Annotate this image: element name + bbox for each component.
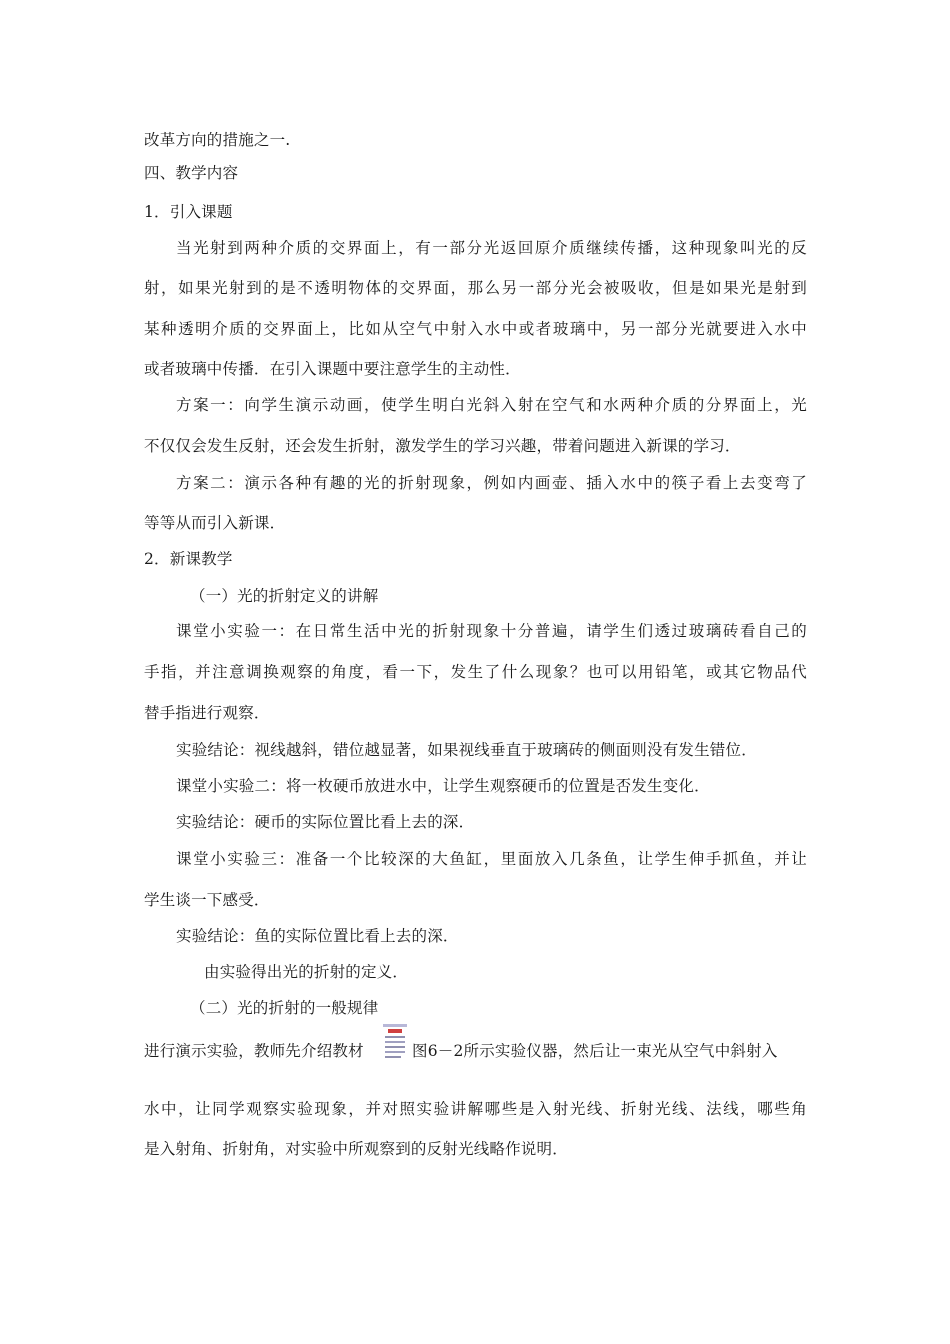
text-line: 课堂小实验二：将一枚硬币放进水中，让学生观察硬币的位置是否发生变化． (176, 777, 710, 795)
text-line: 射，如果光射到的是不透明物体的交界面，那么另一部分光会被吸收，但是如果光是射到 (144, 279, 807, 297)
text-line: 或者玻璃中传播．在引入课题中要注意学生的主动性． (144, 360, 521, 378)
text-line: 实验结论：鱼的实际位置比看上去的深． (176, 927, 459, 945)
subsection-heading: （一）光的折射定义的讲解 (190, 587, 379, 605)
text-line: 改革方向的措施之一. (144, 131, 291, 149)
subsection-heading: （二）光的折射的一般规律 (190, 999, 379, 1017)
text-line: 进行演示实验，教师先介绍教材 (144, 1042, 364, 1060)
text-line: 等等从而引入新课． (144, 514, 286, 532)
text-line: 水中，让同学观察实验现象，并对照实验讲解哪些是入射光线、折射光线、法线，哪些角 (144, 1100, 807, 1118)
text-line: 替手指进行观察． (144, 704, 270, 722)
subsection-heading: 2．新课教学 (144, 550, 233, 568)
text-line: 课堂小实验一：在日常生活中光的折射现象十分普遍，请学生们透过玻璃砖看自己的 (176, 622, 807, 640)
text-line: 图6－2所示实验仪器，然后让一束光从空气中斜射入 (412, 1042, 778, 1060)
text-line: 方案一：向学生演示动画，使学生明白光斜入射在空气和水两种介质的分界面上，光 (176, 396, 807, 414)
text-line: 某种透明介质的交界面上，比如从空气中射入水中或者玻璃中，另一部分光就要进入水中 (144, 320, 807, 338)
section-heading: 四、教学内容 (144, 164, 239, 182)
text-line: 学生谈一下感受． (144, 891, 270, 909)
text-line: 实验结论：硬币的实际位置比看上去的深． (176, 813, 475, 831)
text-line: 是入射角、折射角，对实验中所观察到的反射光线略作说明． (144, 1140, 568, 1158)
text-line: 由实验得出光的折射的定义． (204, 963, 409, 981)
figure-thumbnail-image (383, 1024, 407, 1062)
text-line: 手指，并注意调换观察的角度，看一下，发生了什么现象？也可以用铅笔，或其它物品代 (144, 663, 807, 681)
text-line: 不仅仅会发生反射，还会发生折射，激发学生的学习兴趣，带着问题进入新课的学习． (144, 437, 741, 455)
text-line: 实验结论：视线越斜，错位越显著，如果视线垂直于玻璃砖的侧面则没有发生错位． (176, 741, 757, 759)
text-line: 方案二：演示各种有趣的光的折射现象，例如内画壶、插入水中的筷子看上去变弯了 (176, 474, 807, 492)
text-line: 当光射到两种介质的交界面上，有一部分光返回原介质继续传播，这种现象叫光的反 (176, 239, 807, 257)
subsection-heading: 1．引入课题 (144, 203, 233, 221)
text-line: 课堂小实验三：准备一个比较深的大鱼缸，里面放入几条鱼，让学生伸手抓鱼，并让 (176, 850, 807, 868)
